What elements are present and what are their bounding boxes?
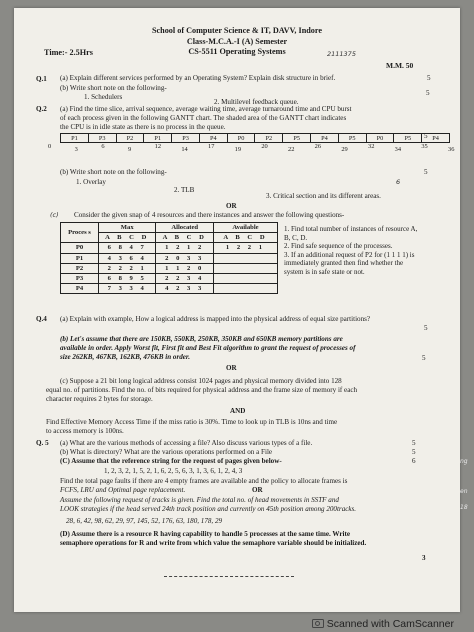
q2c-questions <box>284 225 424 277</box>
gantt-cell: P1 <box>144 134 172 143</box>
q5d-marks: 3 <box>422 554 426 562</box>
q2b-item1: 1. Overlay <box>76 178 106 186</box>
row-alloc: 1 2 1 2 <box>156 243 214 253</box>
gantt-cell: P5 <box>338 134 366 143</box>
col-available-sub: A B C D <box>213 233 277 243</box>
q5e-line2: LOOK strategies if the head served 24th track position and currently on 45th position among 200tracks. <box>60 505 357 513</box>
row-process: P3 <box>61 273 99 283</box>
gantt-cell: P4 <box>311 134 339 143</box>
time-label: Time:- 2.5Hrs <box>44 48 93 57</box>
gantt-tick: 29 <box>341 146 348 153</box>
row-max: 6 8 4 7 <box>98 243 156 253</box>
table-row <box>61 284 278 294</box>
school-name: School of Computer Science & IT, DAVV, Indore <box>151 26 323 35</box>
max-marks: M.M. 50 <box>386 61 414 70</box>
gantt-cell: P2 <box>116 134 144 143</box>
gantt-cell: P5 <box>394 134 422 143</box>
q5c-string: 1, 2, 3, 2, 1, 5, 2, 1, 6, 2, 5, 6, 3, 1, 3, 6, 1, 2, 4, 3 <box>104 467 243 475</box>
class-line: Class-M.C.A.-I (A) Semester <box>186 36 288 46</box>
q5d-line1: (D) Assume there is a resource R having capability to handle 5 processes at the same time. Write <box>60 530 351 538</box>
gantt-tick: 26 <box>314 143 322 150</box>
gantt-tick: 32 <box>368 143 375 150</box>
gantt-chart <box>60 133 450 143</box>
q5b-marks: 5 <box>412 448 416 456</box>
row-max: 2 2 2 1 <box>98 263 156 273</box>
q2a-line3: the CPU is in idle state as there is no process in the queue. <box>60 123 226 131</box>
q1b-marks: 5 <box>426 89 430 97</box>
table-row <box>61 263 278 273</box>
q1a-marks: 5 <box>427 74 431 82</box>
gantt-tick: 6 <box>101 143 105 150</box>
scanner-watermark <box>0 618 474 630</box>
row-process: P2 <box>61 263 99 273</box>
gantt-tick: 14 <box>181 146 188 153</box>
margin-note-3: 18 <box>460 504 468 511</box>
q4b-line2: available in order. Apply Worst fit, First fit and Best Fit algorithm to grant the request of processes of <box>60 344 356 352</box>
gantt-tick: 3 <box>74 146 78 153</box>
gantt-tick: 9 <box>128 146 132 153</box>
q2c-text: Consider the given snap of 4 resources and there instances and answer the following questions- <box>74 211 345 219</box>
gantt-row <box>61 134 450 143</box>
row-max: 7 3 3 4 <box>98 284 156 294</box>
row-avail <box>213 263 277 273</box>
q4-number: Q.4 <box>36 315 47 323</box>
q1a-text: (a) Explain different services performed by an Operating System? Explain disk structure in brief. <box>60 74 336 82</box>
gantt-tick: 22 <box>288 146 295 153</box>
gantt-tick: 0 <box>48 143 52 150</box>
q4b-line3: size 262KB, 467KB, 162KB, 476KB in order. <box>60 353 191 361</box>
gantt-cell: P1 <box>61 134 89 143</box>
row-alloc: 2 2 3 4 <box>156 273 214 283</box>
gantt-cell: P2 <box>255 134 283 143</box>
gantt-cell: P0 <box>366 134 394 143</box>
q2b-item2: 2. TLB <box>174 186 195 194</box>
q2a-marks: 5 <box>424 132 428 140</box>
table-row <box>61 253 278 263</box>
row-process: P0 <box>61 243 99 253</box>
gantt-tick: 17 <box>208 143 215 150</box>
watermark-text: Scanned with CamScanner <box>326 618 454 630</box>
q5-or: OR <box>252 486 263 494</box>
q5e-line3: 28, 6, 42, 98, 62, 29, 97, 145, 52, 176, 63, 180, 178, 29 <box>66 517 223 525</box>
gantt-cell: P0 <box>227 134 255 143</box>
q5c-line2: Find the total page faults if there are 4 empty frames are available and the policy to allocate frames is <box>60 477 348 485</box>
row-avail <box>213 273 277 283</box>
q5c-line3: FCFS, LRU and Optimal page replacement. <box>60 486 186 494</box>
q2-or: OR <box>226 202 237 210</box>
q2c-q1: 1. Find total number of instances of resource A, B, C, D. <box>284 225 418 242</box>
row-avail <box>213 284 277 294</box>
gantt-cell: P4 <box>422 134 450 143</box>
q4-and: AND <box>230 407 246 415</box>
q2-number: Q.2 <box>36 105 47 113</box>
row-max: 6 8 9 5 <box>98 273 156 283</box>
end-divider <box>164 576 294 577</box>
q5-number: Q. 5 <box>36 439 49 447</box>
handwritten-roll: 2111375 <box>327 50 356 58</box>
q2c-q2: 2. Find safe sequence of the processes. <box>284 242 393 251</box>
q5b-text: (b) What is directory? What are the various operations performed on a File <box>60 448 273 456</box>
q4c-line3: character requires 2 bytes for storage. <box>46 395 153 403</box>
gantt-tick: 12 <box>154 143 162 150</box>
gantt-cell: P3 <box>172 134 200 143</box>
row-alloc: 1 1 2 0 <box>156 263 214 273</box>
q1b-item1: 1. Schedulers <box>84 93 123 101</box>
q2a-line1: (a) Find the time slice, arrival sequence, average waiting time, average turnaround time and CPU burst <box>60 105 352 113</box>
gantt-time-ticks <box>48 143 455 153</box>
gantt-tick: 35 <box>421 143 428 150</box>
gantt-cell: P3 <box>88 134 116 143</box>
row-avail: 1 2 2 1 <box>213 243 277 253</box>
q2b-item3: 3. Critical section and its different areas. <box>266 192 381 200</box>
resource-table <box>60 222 278 294</box>
q2c-q3: 3. If an additional request of P2 for (1 1 1 1) is immediately granted then find whether the system is in safe state or not. <box>284 250 415 276</box>
row-avail <box>213 253 277 263</box>
handwritten-note: 6 <box>396 178 401 186</box>
table-row <box>61 243 278 253</box>
gantt-tick: 34 <box>394 146 402 153</box>
q5c-marks: 6 <box>412 457 416 465</box>
q4c-line2: equal no. of partitions. Find the no. of bits required for physical address and the frame size of memory if each <box>46 386 358 394</box>
camera-icon <box>312 619 324 628</box>
course-line: CS-5511 Operating Systems <box>188 47 286 56</box>
gantt-tick: 36 <box>448 146 455 153</box>
q5a-text: (a) What are the various methods of accessing a file? Also discuss various types of a file. <box>60 439 313 447</box>
col-max-sub: A B C D <box>98 233 156 243</box>
q1b-text: (b) Write short note on the following- <box>60 84 167 92</box>
q5c-text: (C) Assume that the reference string for the request of pages given below- <box>60 457 282 465</box>
q2a-line2: of each process given in the following GANTT chart. The shaded area of the GANTT chart indicates <box>60 114 347 122</box>
q4a-marks: 5 <box>424 324 428 332</box>
q4d-line1: Find Effective Memory Access Time if the miss ratio is 30%. Time to look up in TLB is 10ns and time <box>46 418 338 426</box>
col-available: Available <box>213 223 277 233</box>
q4a-text: (a) Explain with example, How a logical address is mapped into the physical address of equal size partitions? <box>60 315 371 323</box>
q5a-marks: 5 <box>412 439 416 447</box>
col-allocated-sub: A B C D <box>156 233 214 243</box>
exam-paper <box>14 8 460 612</box>
q4b-marks: 5 <box>422 354 426 362</box>
row-process: P1 <box>61 253 99 263</box>
row-max: 4 3 6 4 <box>98 253 156 263</box>
gantt-cell: P4 <box>199 134 227 143</box>
q2b-marks: 5 <box>424 168 428 176</box>
q2b-text: (b) Write short note on the following- <box>60 168 167 176</box>
row-process: P4 <box>61 284 99 294</box>
col-process: Proces s <box>61 223 99 243</box>
row-alloc: 4 2 3 3 <box>156 284 214 294</box>
q2c-label: (c) <box>50 211 59 219</box>
q4b-line1: (b) Let's assume that there are 150KB, 550KB, 250KB, 350KB and 650KB memory partitions are <box>60 335 343 343</box>
col-max: Max <box>98 223 156 233</box>
q4c-line1: (c) Suppose a 21 bit long logical address consist 1024 pages and physical memory divided into 128 <box>60 377 342 385</box>
q5d-line2: semaphore operations for R and write from which value the semaphore variable should be initialized. <box>60 539 367 547</box>
q1-number: Q.1 <box>36 75 47 83</box>
gantt-cell: P5 <box>283 134 311 143</box>
table-row <box>61 273 278 283</box>
q1b-item2: 2. Multilevel feedback queue. <box>214 98 299 106</box>
margin-note-1: ng <box>460 458 468 465</box>
gantt-tick: 19 <box>234 146 242 153</box>
q4-or: OR <box>226 364 237 372</box>
col-allocated: Allocated <box>156 223 214 233</box>
row-alloc: 2 0 3 3 <box>156 253 214 263</box>
gantt-tick: 20 <box>261 143 268 150</box>
q5e-line1: Assume the following request of tracks is given. Find the total no. of head movements in SSTF and <box>60 496 339 504</box>
q4d-line2: to access memory is 100ns. <box>46 427 124 435</box>
margin-note-2: en <box>460 488 468 495</box>
